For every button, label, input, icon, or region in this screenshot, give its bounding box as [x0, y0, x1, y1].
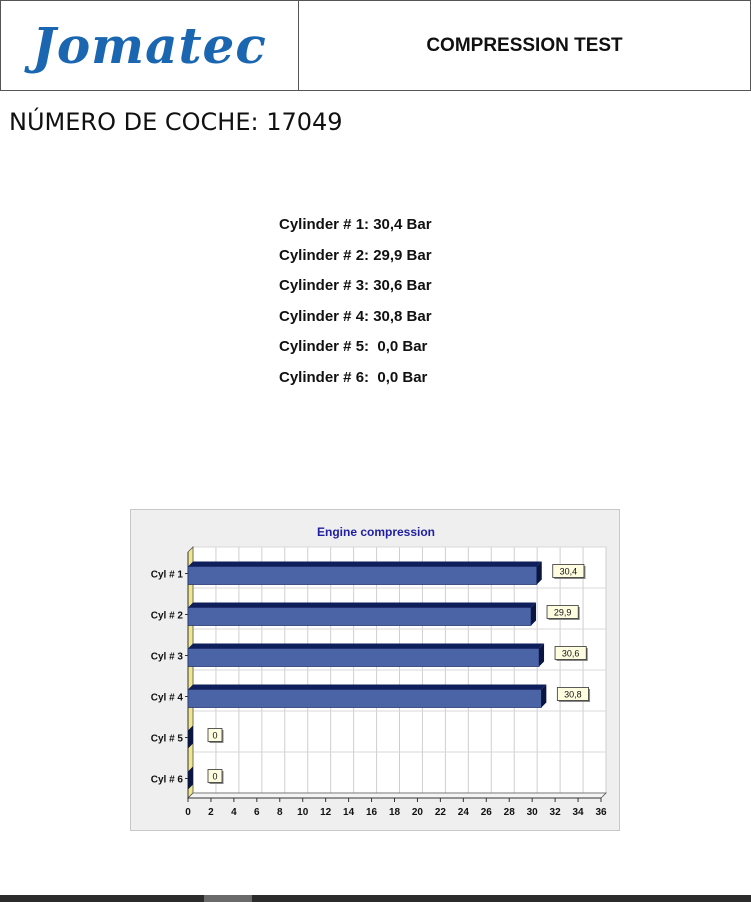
- x-tick-label: 24: [457, 807, 469, 818]
- chart-canvas: [131, 510, 621, 832]
- footer-segment: [204, 895, 252, 902]
- x-tick-label: 28: [503, 807, 515, 818]
- x-tick-label: 4: [231, 807, 237, 818]
- bar-top: [188, 562, 542, 567]
- x-tick-label: 6: [254, 807, 260, 818]
- cylinder-reading: Cylinder # 3: 30,6 Bar: [279, 277, 432, 295]
- bar: [188, 567, 537, 585]
- bar: [188, 690, 541, 708]
- x-tick-label: 36: [595, 807, 607, 818]
- data-label: 30,6: [561, 648, 580, 659]
- engine-compression-chart: [130, 509, 620, 831]
- footer-bar: [0, 895, 751, 902]
- data-label: 0: [212, 771, 218, 782]
- x-tick-label: 32: [549, 807, 561, 818]
- cylinder-reading: Cylinder # 1: 30,4 Bar: [279, 216, 432, 233]
- x-tick-label: 8: [276, 807, 283, 818]
- plot-floor: [188, 793, 606, 798]
- category-label: Cyl # 6: [150, 774, 183, 786]
- bar-top: [188, 644, 544, 649]
- x-tick-label: 16: [365, 807, 378, 818]
- data-label: 30,8: [564, 689, 582, 700]
- category-label: Cyl # 1: [150, 569, 183, 581]
- report-header: [0, 0, 751, 91]
- bar-top: [188, 603, 536, 608]
- x-tick-label: 22: [434, 807, 446, 818]
- car-number-label: NÚMERO DE COCHE: 17049: [9, 108, 343, 136]
- chart-title: Engine compression: [316, 525, 436, 539]
- x-tick-label: 2: [208, 807, 214, 818]
- category-label: Cyl # 4: [150, 692, 183, 704]
- category-label: Cyl # 2: [150, 610, 183, 622]
- x-tick-label: 18: [388, 807, 401, 818]
- data-label: 29,9: [553, 607, 572, 618]
- cylinder-reading: Cylinder # 6: 0,0 Bar: [279, 368, 428, 386]
- cylinder-reading: Cylinder # 4: 30,8 Bar: [279, 307, 432, 325]
- report-title: COMPRESSION TEST: [426, 34, 623, 56]
- x-tick-label: 34: [572, 807, 584, 818]
- x-tick-label: 0: [185, 807, 191, 818]
- x-tick-label: 12: [320, 807, 332, 818]
- x-tick-label: 10: [297, 807, 309, 818]
- cylinder-reading: Cylinder # 5: 0,0 Bar: [279, 338, 428, 356]
- x-tick-label: 26: [480, 807, 492, 818]
- company-logo: Jomatec: [32, 16, 267, 75]
- category-label: Cyl # 5: [150, 733, 183, 745]
- x-tick-label: 30: [526, 807, 538, 818]
- logo-cell: [1, 1, 299, 90]
- cylinder-readings: [279, 214, 432, 398]
- cylinder-reading: Cylinder # 2: 29,9 Bar: [279, 246, 432, 264]
- bar: [188, 608, 531, 626]
- x-tick-label: 14: [343, 807, 355, 818]
- data-label: 0: [212, 730, 218, 741]
- x-tick-label: 20: [411, 807, 424, 818]
- data-label: 30,4: [559, 566, 578, 577]
- bar: [188, 649, 539, 667]
- bar-top: [188, 685, 546, 690]
- category-label: Cyl # 3: [150, 651, 183, 663]
